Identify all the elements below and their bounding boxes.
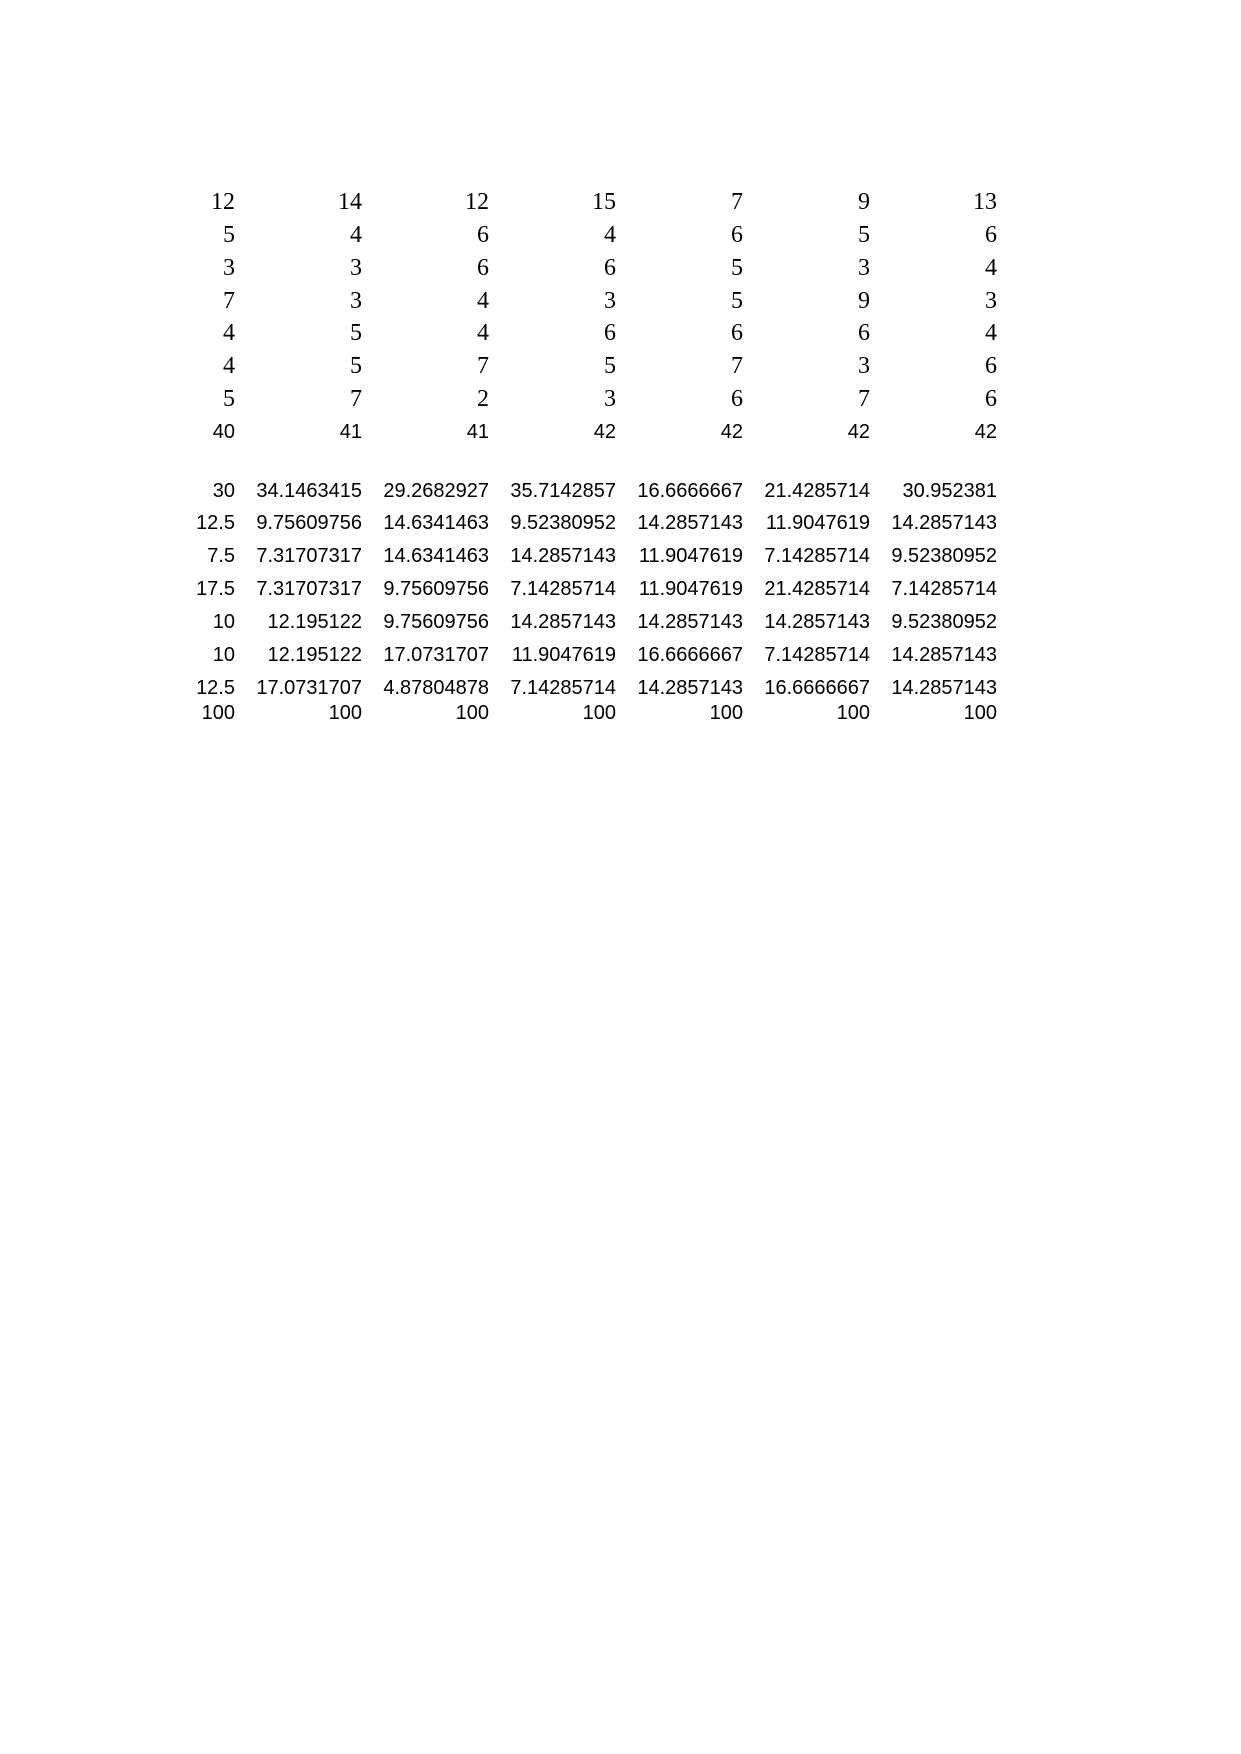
cell: 7.14285714 [891, 578, 997, 600]
count-row [0, 351, 1241, 381]
cell: 10 [212, 644, 235, 666]
cell: 3 [604, 386, 616, 412]
cell: 7.14285714 [764, 644, 870, 666]
cell: 4 [604, 222, 616, 248]
cell: 12.195122 [267, 611, 362, 633]
cell: 5 [350, 353, 362, 379]
cell: 3 [858, 255, 870, 281]
cell: 7 [223, 288, 235, 314]
cell: 12 [465, 189, 489, 215]
cell: 12.5 [196, 512, 235, 534]
cell: 35.7142857 [510, 480, 616, 502]
cell: 34.1463415 [256, 480, 362, 502]
cell: 6 [985, 353, 997, 379]
cell: 9.75609756 [256, 512, 362, 534]
cell: 14.2857143 [891, 677, 997, 699]
cell: 7.14285714 [764, 545, 870, 567]
cell: 14.2857143 [637, 677, 743, 699]
cell: 7 [858, 386, 870, 412]
cell: 42 [974, 421, 997, 443]
cell: 14.2857143 [891, 644, 997, 666]
count-row [0, 318, 1241, 348]
cell: 42 [847, 421, 870, 443]
cell: 41 [339, 421, 362, 443]
cell: 4 [985, 255, 997, 281]
count-row [0, 253, 1241, 283]
cell: 3 [223, 255, 235, 281]
cell: 30.952381 [902, 480, 997, 502]
cell: 3 [604, 288, 616, 314]
cell: 6 [985, 222, 997, 248]
cell: 16.6666667 [637, 644, 743, 666]
cell: 2 [477, 386, 489, 412]
cell: 100 [582, 702, 616, 724]
cell: 14 [338, 189, 362, 215]
cell: 11.9047619 [511, 644, 616, 666]
percentage-row [0, 508, 1241, 538]
cell: 7 [350, 386, 362, 412]
cell: 5 [223, 222, 235, 248]
cell: 6 [604, 320, 616, 346]
cell: 15 [592, 189, 616, 215]
cell: 11.9047619 [638, 545, 743, 567]
cell: 13 [973, 189, 997, 215]
cell: 100 [201, 702, 235, 724]
cell: 3 [985, 288, 997, 314]
percentage-row [0, 640, 1241, 670]
count-total-row [0, 417, 1241, 447]
cell: 11.9047619 [765, 512, 870, 534]
percentage-row [0, 476, 1241, 506]
cell: 7.31707317 [256, 578, 362, 600]
cell: 7.31707317 [256, 545, 362, 567]
cell: 4 [985, 320, 997, 346]
cell: 14.2857143 [510, 611, 616, 633]
cell: 9.52380952 [891, 545, 997, 567]
cell: 4.87804878 [383, 677, 489, 699]
cell: 4 [350, 222, 362, 248]
cell: 7 [731, 353, 743, 379]
cell: 16.6666667 [637, 480, 743, 502]
cell: 6 [731, 222, 743, 248]
cell: 41 [466, 421, 489, 443]
cell: 17.5 [196, 578, 235, 600]
cell: 5 [731, 288, 743, 314]
percentage-row [0, 607, 1241, 637]
cell: 3 [350, 255, 362, 281]
cell: 7.14285714 [510, 677, 616, 699]
cell: 4 [223, 353, 235, 379]
cell: 6 [604, 255, 616, 281]
cell: 21.4285714 [764, 480, 870, 502]
cell: 6 [477, 222, 489, 248]
cell: 6 [477, 255, 489, 281]
cell: 42 [720, 421, 743, 443]
cell: 14.6341463 [383, 512, 489, 534]
cell: 100 [328, 702, 362, 724]
cell: 17.0731707 [383, 644, 489, 666]
percentage-row [0, 541, 1241, 571]
cell: 14.2857143 [764, 611, 870, 633]
cell: 100 [455, 702, 489, 724]
cell: 30 [212, 480, 235, 502]
percentage-total-row [0, 698, 1241, 728]
cell: 12.195122 [267, 644, 362, 666]
cell: 100 [709, 702, 743, 724]
cell: 9.75609756 [383, 611, 489, 633]
count-row [0, 187, 1241, 217]
cell: 5 [604, 353, 616, 379]
cell: 14.2857143 [510, 545, 616, 567]
count-row [0, 286, 1241, 316]
cell: 5 [731, 255, 743, 281]
cell: 12.5 [196, 677, 235, 699]
percentage-row [0, 574, 1241, 604]
cell: 9.75609756 [383, 578, 489, 600]
cell: 6 [985, 386, 997, 412]
cell: 11.9047619 [638, 578, 743, 600]
cell: 6 [731, 320, 743, 346]
cell: 17.0731707 [256, 677, 362, 699]
cell: 14.2857143 [637, 611, 743, 633]
cell: 14.2857143 [891, 512, 997, 534]
cell: 7 [731, 189, 743, 215]
cell: 4 [477, 320, 489, 346]
cell: 29.2682927 [383, 480, 489, 502]
cell: 5 [223, 386, 235, 412]
cell: 9.52380952 [510, 512, 616, 534]
cell: 9 [858, 288, 870, 314]
cell: 7.5 [207, 545, 235, 567]
cell: 6 [731, 386, 743, 412]
cell: 42 [593, 421, 616, 443]
cell: 3 [350, 288, 362, 314]
cell: 3 [858, 353, 870, 379]
cell: 4 [477, 288, 489, 314]
cell: 12 [211, 189, 235, 215]
cell: 9 [858, 189, 870, 215]
cell: 40 [212, 421, 235, 443]
cell: 14.6341463 [383, 545, 489, 567]
cell: 6 [858, 320, 870, 346]
count-row [0, 220, 1241, 250]
cell: 100 [836, 702, 870, 724]
cell: 5 [858, 222, 870, 248]
cell: 7.14285714 [510, 578, 616, 600]
cell: 7 [477, 353, 489, 379]
cell: 10 [212, 611, 235, 633]
cell: 5 [350, 320, 362, 346]
cell: 100 [963, 702, 997, 724]
cell: 4 [223, 320, 235, 346]
cell: 14.2857143 [637, 512, 743, 534]
cell: 21.4285714 [764, 578, 870, 600]
cell: 9.52380952 [891, 611, 997, 633]
cell: 16.6666667 [764, 677, 870, 699]
count-row [0, 384, 1241, 414]
